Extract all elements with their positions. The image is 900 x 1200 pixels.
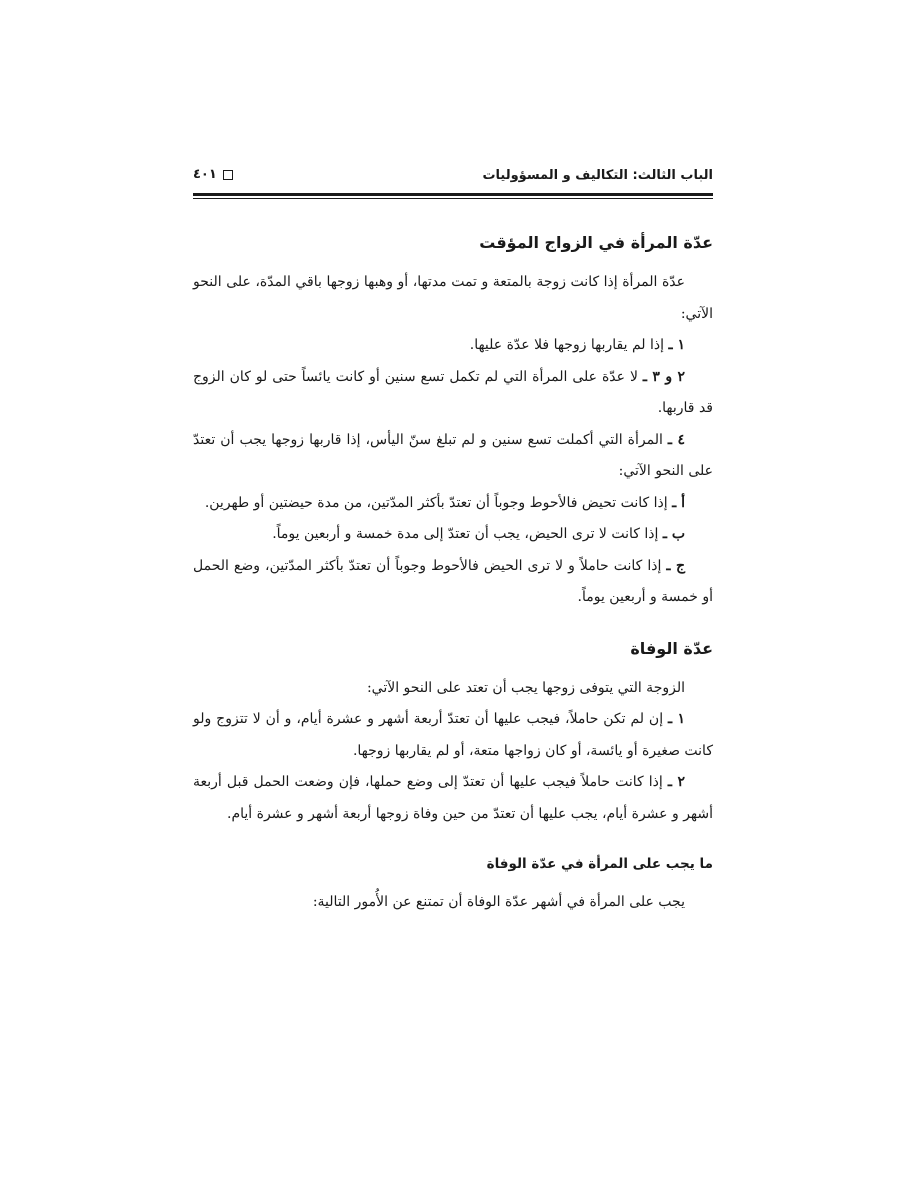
item-text: إذا كانت حاملاً و لا ترى الحيض فالأحوط وجوباً أن تعتدّ بأكثر المدّتين، وضع الحمل أو خمسة و أربعين يوماً. xyxy=(193,557,713,605)
section-title-temporary-marriage: عدّة المرأة في الزواج المؤقت xyxy=(479,233,713,252)
list-item xyxy=(193,551,713,614)
list-item xyxy=(193,488,713,520)
page-number xyxy=(193,167,233,182)
page-number-text: ٤٠١ xyxy=(193,167,217,182)
square-icon xyxy=(223,170,233,180)
item-marker: ٢ و ٣ ـ xyxy=(642,368,686,385)
item-text: إذا لم يقاربها زوجها فلا عدّة عليها. xyxy=(469,337,665,353)
header-rule-thin xyxy=(193,198,713,199)
item-text: إذا كانت لا ترى الحيض، يجب أن تعتدّ إلى مدة خمسة و أربعين يوماً. xyxy=(272,526,659,542)
header-rule-thick xyxy=(193,193,713,196)
list-item xyxy=(193,519,713,551)
item-marker: ج ـ xyxy=(666,557,686,574)
item-marker: ب ـ xyxy=(662,526,685,542)
section-title-death-waiting-period: عدّة الوفاة xyxy=(630,638,713,658)
list-item xyxy=(193,767,713,830)
section2-intro: الزوجة التي يتوفى زوجها يجب أن تعتد على النحو الآتي: xyxy=(366,679,685,696)
subsection-title-obligations: ما يجب على المرأة في عدّة الوفاة xyxy=(486,856,713,872)
item-text: إذا كانت حاملاً فيجب عليها أن تعتدّ إلى وضع حملها، فإن وضعت الحمل قبل أربعة أشهر و عشرة أيام، يجب عليها أن تعتدّ من حين وفاة زوجها أربعة أشهر و عشرة أيام. xyxy=(193,774,713,822)
item-text: إن لم تكن حاملاً، فيجب عليها أن تعتدّ أربعة أشهر و عشرة أيام، و أن لا تتزوج ولو كانت صغيرة أو يائسة، أو كان زواجها متعة، أو لم يقاربها زوجها. xyxy=(193,711,713,759)
item-text: إذا كانت تحيض فالأحوط وجوباً أن تعتدّ بأكثر المدّتين، من مدة حيضتين أو طهرين. xyxy=(204,494,668,511)
item-text: المرأة التي أكملت تسع سنين و لم تبلغ سنّ اليأس، إذا قاربها زوجها يجب أن تعتدّ على النحو الآتي: xyxy=(193,431,713,479)
section1-intro: عدّة المرأة إذا كانت زوجة بالمتعة و تمت مدتها، أو وهبها زوجها باقي المدّة، على النحو الآتي: xyxy=(193,274,713,322)
item-text: لا عدّة على المرأة التي لم تكمل تسع سنين أو كانت يائساً حتى لو كان الزوج قد قاربها. xyxy=(193,368,713,416)
running-title: الباب الثالث: التكاليف و المسؤوليات xyxy=(482,168,713,183)
page-header xyxy=(193,166,713,188)
list-item xyxy=(193,425,713,488)
item-marker: ١ ـ xyxy=(668,337,685,353)
item-marker: ١ ـ xyxy=(668,711,685,727)
item-marker: ٢ ـ xyxy=(667,774,686,790)
page-content xyxy=(193,228,713,919)
list-item xyxy=(193,362,713,425)
section3-intro: يجب على المرأة في أشهر عدّة الوفاة أن تمتنع عن الأُمور التالية: xyxy=(312,894,685,910)
list-item xyxy=(193,330,713,362)
list-item xyxy=(193,704,713,767)
item-marker: ٤ ـ xyxy=(667,431,685,448)
item-marker: أ ـ xyxy=(672,494,685,511)
